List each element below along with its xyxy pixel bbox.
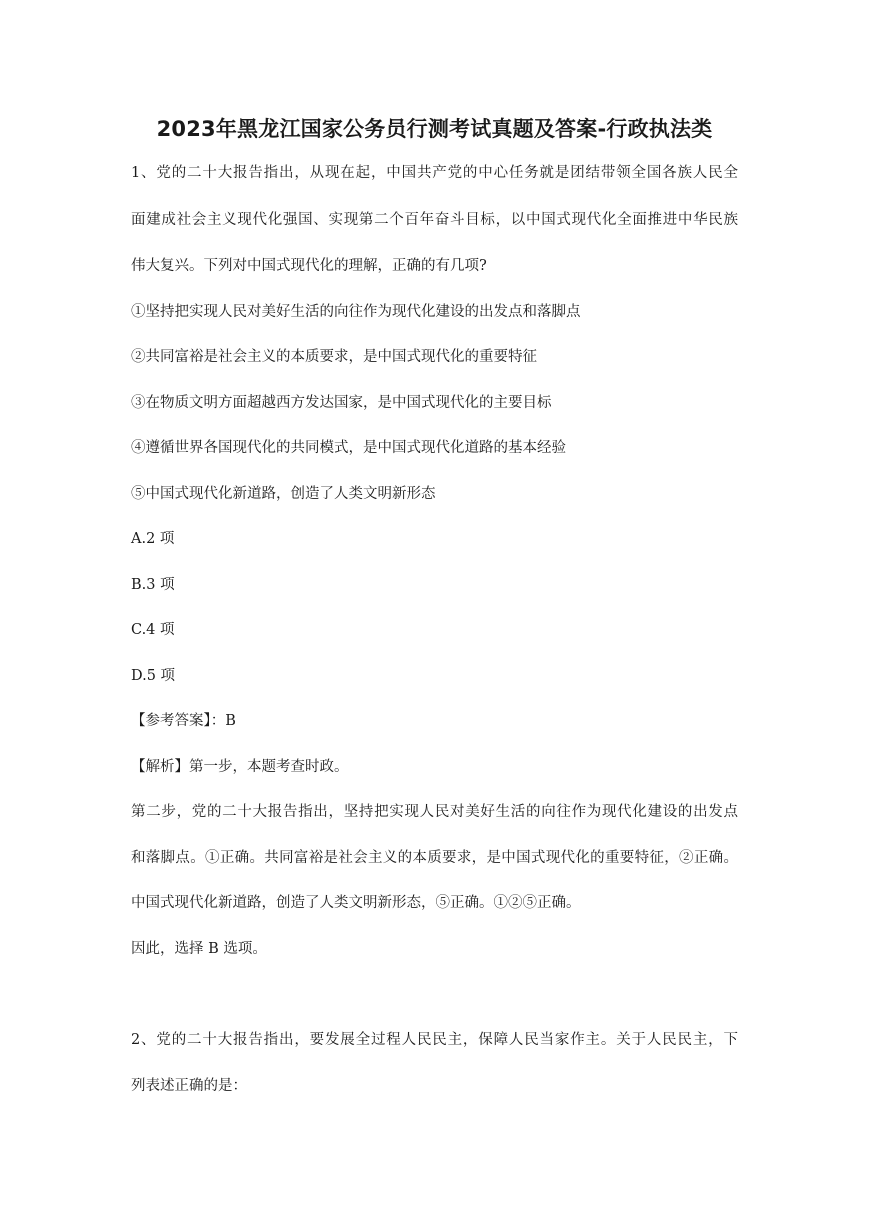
q1-statement-5: ⑤中国式现代化新道路，创造了人类文明新形态	[131, 486, 436, 502]
q1-stem-line-3: 伟大复兴。下列对中国式现代化的理解，正确的有几项?	[131, 258, 487, 274]
q1-option-a: A.2 项	[131, 531, 175, 547]
q1-analysis-step1: 【解析】第一步，本题考查时政。	[131, 759, 349, 775]
q1-answer: 【参考答案】：B	[131, 713, 236, 729]
q2-stem-line-2: 列表述正确的是：	[131, 1078, 247, 1094]
document-title: 2023年黑龙江国家公务员行测考试真题及答案-行政执法类	[156, 117, 713, 141]
q1-stem-line-1: 1、党的二十大报告指出，从现在起，中国共产党的中心任务就是团结带领全国各族人民全	[131, 165, 738, 181]
q1-statement-3: ③在物质文明方面超越西方发达国家，是中国式现代化的主要目标	[131, 395, 552, 411]
q1-option-c: C.4 项	[131, 622, 175, 638]
q1-statement-1: ①坚持把实现人民对美好生活的向往作为现代化建设的出发点和落脚点	[131, 304, 581, 320]
q1-analysis-line-2: 和落脚点。①正确。共同富裕是社会主义的本质要求，是中国式现代化的重要特征，②正确。	[131, 850, 738, 866]
q1-option-b: B.3 项	[131, 577, 175, 593]
q1-conclusion: 因此，选择 B 选项。	[131, 941, 267, 957]
q1-statement-4: ④遵循世界各国现代化的共同模式，是中国式现代化道路的基本经验	[131, 440, 566, 456]
q1-analysis-line-1: 第二步，党的二十大报告指出，坚持把实现人民对美好生活的向往作为现代化建设的出发点	[131, 804, 738, 820]
q1-statement-2: ②共同富裕是社会主义的本质要求，是中国式现代化的重要特征	[131, 349, 537, 365]
q1-analysis-line-3: 中国式现代化新道路，创造了人类文明新形态，⑤正确。①②⑤正确。	[131, 895, 581, 911]
q2-stem-line-1: 2、党的二十大报告指出，要发展全过程人民民主，保障人民当家作主。关于人民民主，下	[131, 1032, 738, 1048]
q1-stem-line-2: 面建成社会主义现代化强国、实现第二个百年奋斗目标，以中国式现代化全面推进中华民族	[131, 212, 738, 228]
q1-option-d: D.5 项	[131, 668, 176, 684]
